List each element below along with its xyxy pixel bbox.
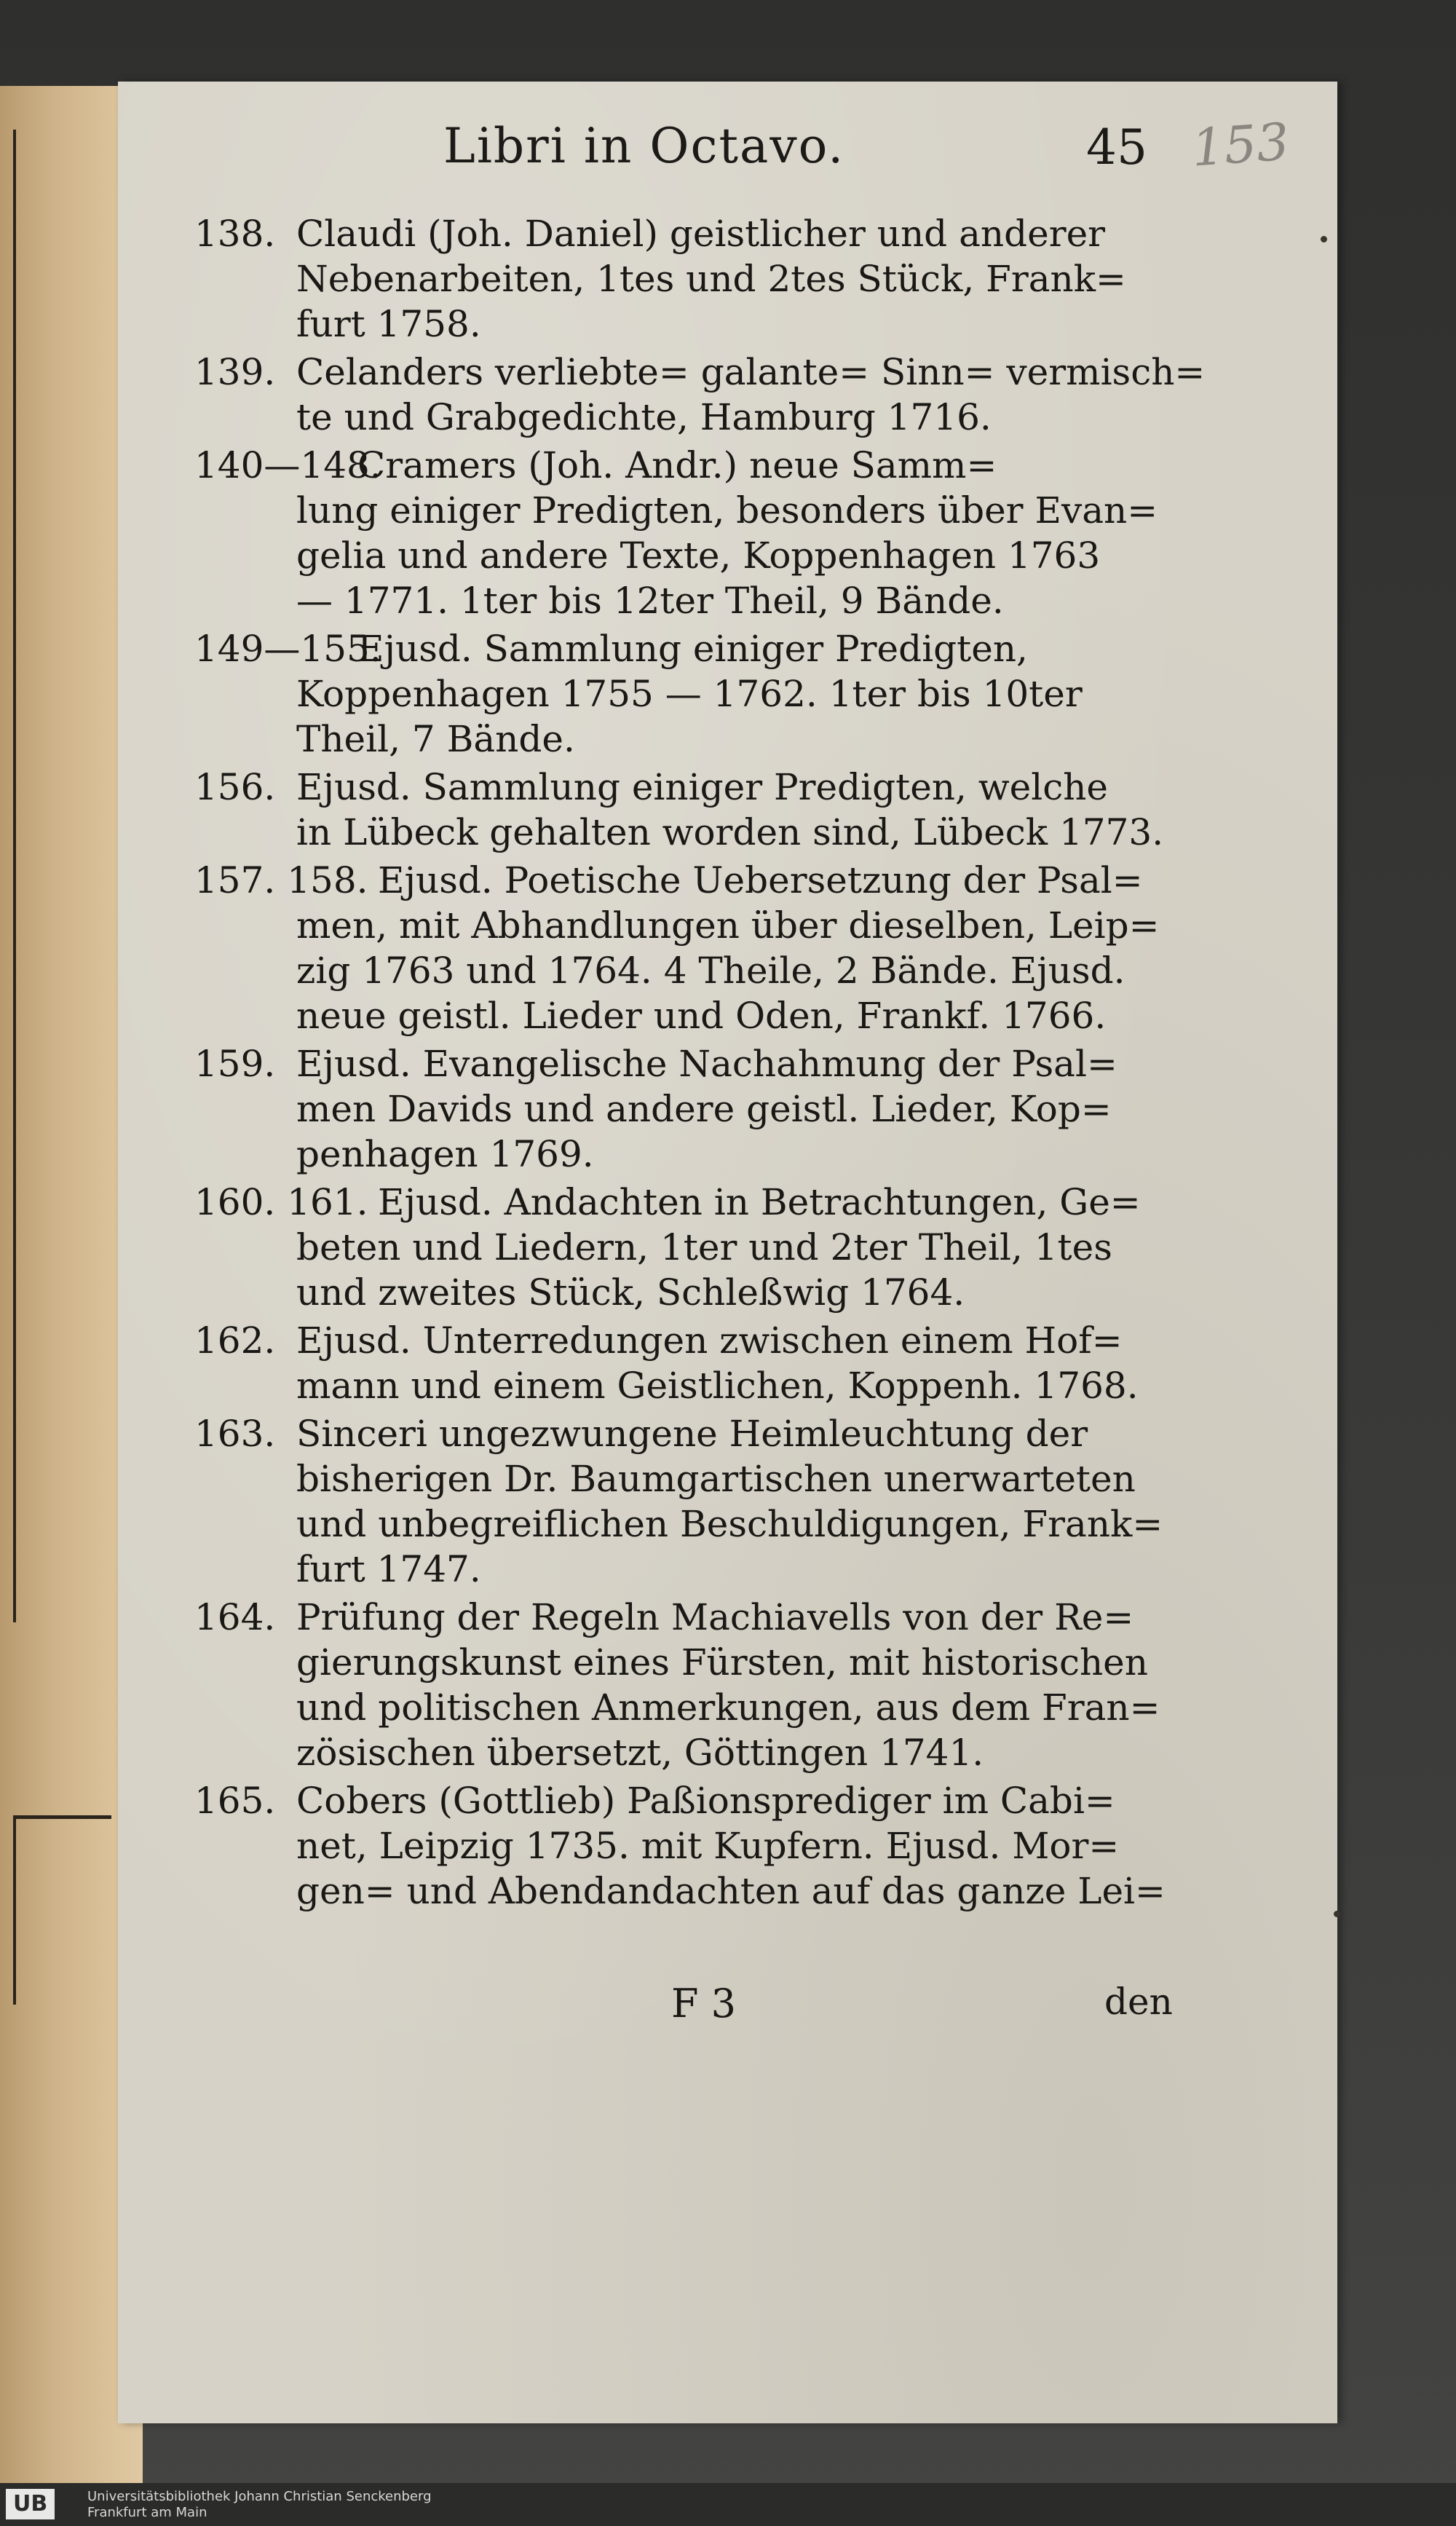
entry-number: 139. (194, 351, 276, 393)
entry-line: zig 1763 und 1764. 4 Theile, 2 Bände. Ejusd. (296, 950, 1125, 992)
pencil-shelf-note: 153 (1190, 111, 1291, 178)
library-city: Frankfurt am Main (87, 2505, 207, 2520)
catalogue-entry (194, 765, 1286, 855)
entry-line: Sinceri ungezwungene Heimleuchtung der (296, 1413, 1088, 1455)
entry-number: 149—155. (194, 628, 381, 670)
catalogue-entry (194, 1180, 1286, 1315)
facing-page-rule (13, 130, 16, 1622)
entry-line: Ejusd. Unterredungen zwischen einem Hof= (296, 1319, 1123, 1362)
entry-line: penhagen 1769. (296, 1133, 594, 1175)
entry-number: 156. (194, 766, 276, 808)
page-header (118, 111, 1337, 191)
entry-line: und politischen Anmerkungen, aus dem Fran= (296, 1686, 1160, 1729)
entry-line: men Davids und andere geistl. Lieder, Kop= (296, 1088, 1112, 1130)
entry-line: Koppenhagen 1755 — 1762. 1ter bis 10ter (296, 673, 1083, 715)
catalogue-entry (194, 350, 1286, 440)
catalogue-entry (194, 1318, 1286, 1408)
catalogue-entry (194, 626, 1286, 762)
entry-number: 160. 161. (194, 1181, 368, 1223)
entry-line: furt 1758. (296, 303, 481, 345)
catalogue-entry (194, 1041, 1286, 1177)
catalogue-entry (194, 211, 1286, 347)
entry-number: 164. (194, 1596, 276, 1638)
ub-logo: UB (6, 2489, 55, 2519)
library-name: Universitätsbibliothek Johann Christian Senckenberg (87, 2489, 432, 2504)
signature-mark: F 3 (671, 1981, 736, 2026)
entry-line: furt 1747. (296, 1548, 481, 1590)
entry-line: — 1771. 1ter bis 12ter Theil, 9 Bände. (296, 580, 1004, 622)
entry-line: net, Leipzig 1735. mit Kupfern. Ejusd. Mor= (296, 1825, 1120, 1867)
entry-line: und zweites Stück, Schleßwig 1764. (296, 1271, 965, 1314)
paper-speck (1334, 1911, 1340, 1917)
entry-line: te und Grabgedichte, Hamburg 1716. (296, 396, 992, 438)
entry-line: bisherigen Dr. Baumgartischen unerwarteten (296, 1458, 1136, 1500)
entry-line: Ejusd. Andachten in Betrachtungen, Ge= (378, 1181, 1141, 1223)
facing-page-mark (13, 1815, 111, 1819)
entry-line: gierungskunst eines Fürsten, mit historischen (296, 1641, 1148, 1684)
library-footer (0, 2483, 1456, 2526)
entry-line: Ejusd. Poetische Uebersetzung der Psal= (378, 859, 1143, 901)
entry-line: Ejusd. Sammlung einiger Predigten, (357, 628, 1028, 670)
entry-number: 140—148. (194, 444, 381, 486)
paper-speck (1321, 236, 1327, 242)
entry-number: 138. (194, 213, 276, 255)
entry-line: Theil, 7 Bände. (296, 718, 575, 760)
entry-line: Cramers (Joh. Andr.) neue Samm= (357, 444, 997, 486)
catchword: den (1104, 1981, 1173, 2023)
entry-line: lung einiger Predigten, besonders über Evan= (296, 489, 1158, 532)
book-page (118, 82, 1337, 2423)
catalogue-entry (194, 1595, 1286, 1775)
entry-line: Ejusd. Sammlung einiger Predigten, welche (296, 766, 1108, 808)
entry-line: Cobers (Gottlieb) Paßionsprediger im Cabi= (296, 1780, 1115, 1822)
entry-number: 165. (194, 1780, 276, 1822)
entry-line: Claudi (Joh. Daniel) geistlicher und anderer (296, 213, 1106, 255)
entry-line: in Lübeck gehalten worden sind, Lübeck 1773. (296, 811, 1164, 853)
entry-number: 162. (194, 1319, 276, 1362)
entry-line: Prüfung der Regeln Machiavells von der Re= (296, 1596, 1134, 1638)
entry-line: gelia und andere Texte, Koppenhagen 1763 (296, 534, 1101, 577)
running-title: Libri in Octavo. (443, 118, 845, 174)
entry-line: Nebenarbeiten, 1tes und 2tes Stück, Frank= (296, 258, 1126, 300)
entry-line: zösischen übersetzt, Göttingen 1741. (296, 1732, 984, 1774)
catalogue-entries (194, 211, 1286, 1917)
catalogue-entry (194, 443, 1286, 623)
catalogue-entry (194, 1411, 1286, 1592)
entry-line: gen= und Abendandachten auf das ganze Lei= (296, 1870, 1166, 1912)
entry-number: 163. (194, 1413, 276, 1455)
entry-line: Celanders verliebte= galante= Sinn= vermisch= (296, 351, 1206, 393)
entry-line: Ejusd. Evangelische Nachahmung der Psal= (296, 1043, 1117, 1085)
entry-line: beten und Liedern, 1ter und 2ter Theil, 1tes (296, 1226, 1112, 1268)
catalogue-entry (194, 858, 1286, 1038)
entry-number: 157. 158. (194, 859, 368, 901)
entry-line: und unbegreiflichen Beschuldigungen, Frank= (296, 1503, 1163, 1545)
entry-line: men, mit Abhandlungen über dieselben, Leip= (296, 904, 1160, 947)
entry-line: neue geistl. Lieder und Oden, Frankf. 1766. (296, 995, 1107, 1037)
facing-page-rule (13, 1815, 16, 2005)
catalogue-entry (194, 1778, 1286, 1914)
page-number: 45 (1086, 119, 1147, 175)
entry-line: mann und einem Geistlichen, Koppenh. 1768. (296, 1365, 1139, 1407)
entry-number: 159. (194, 1043, 276, 1085)
